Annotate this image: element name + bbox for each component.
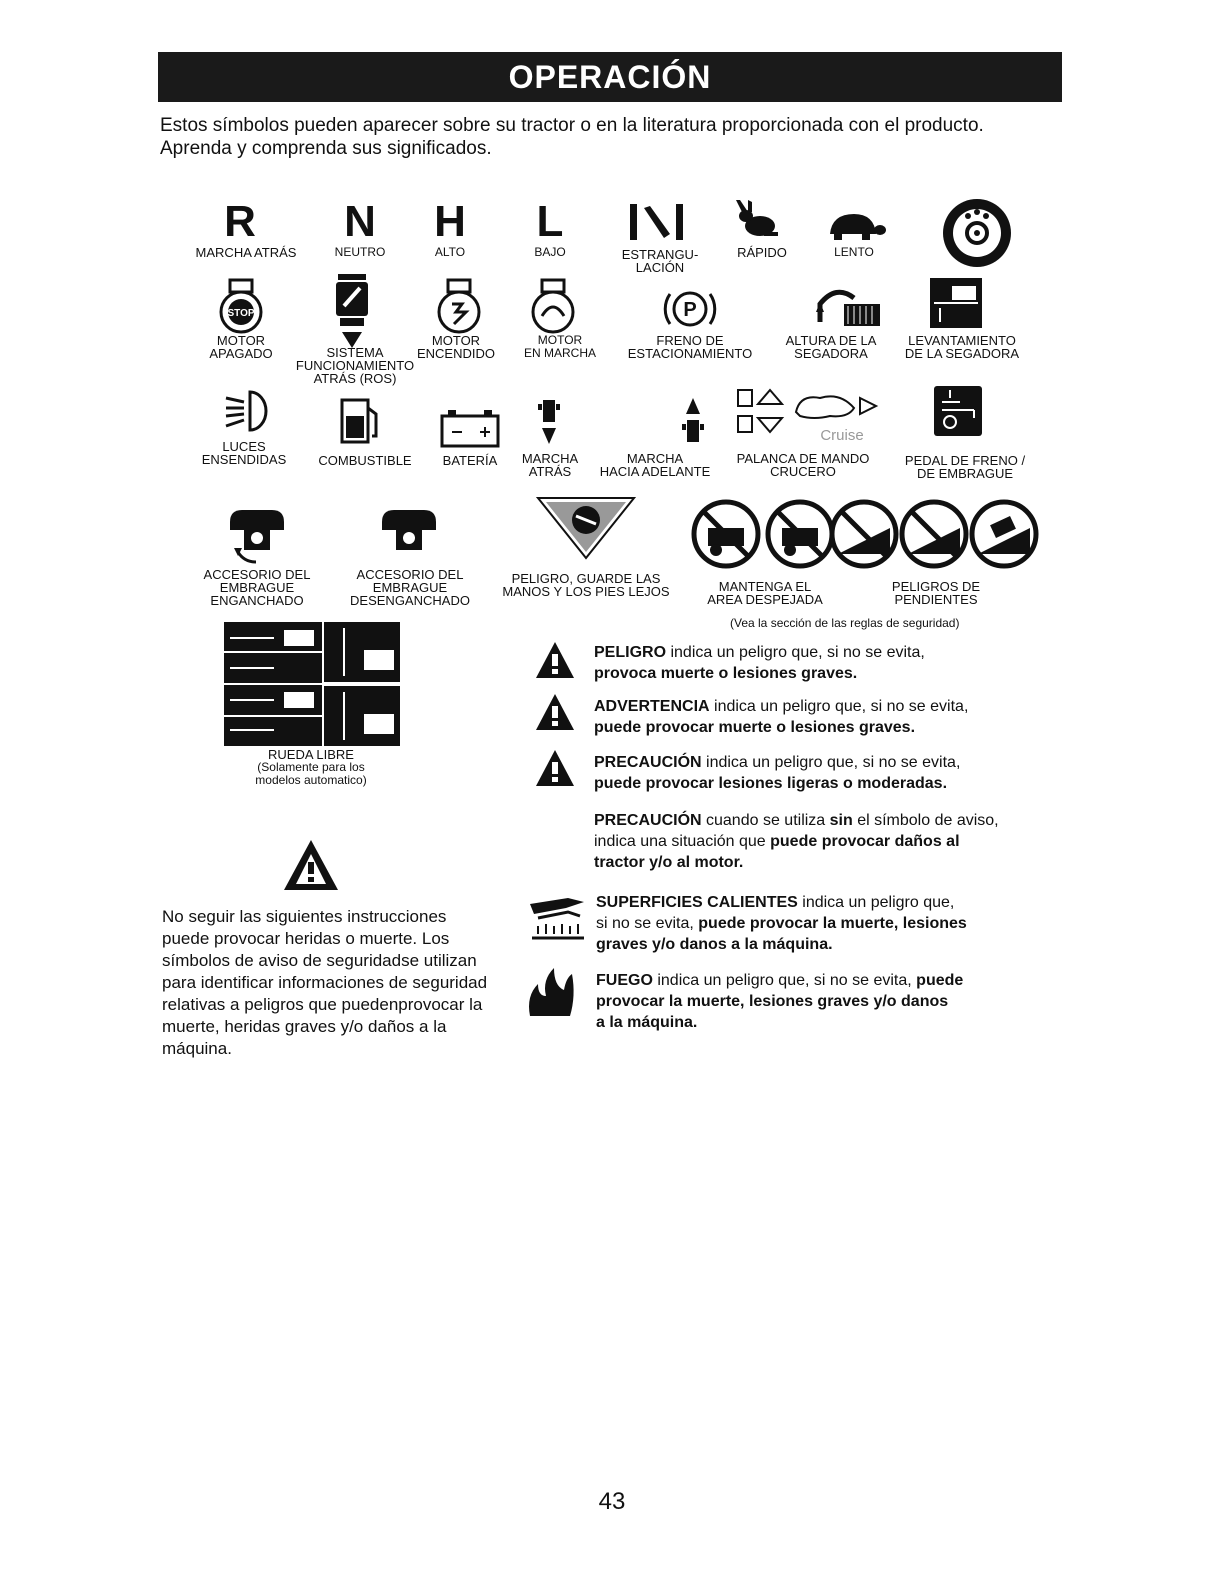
danger-alert-icon [534,640,576,680]
ignition-key-icon [940,196,1014,270]
low-letter-icon: L [536,197,564,246]
forward-gear-icon [680,396,706,448]
reverse-label: MARCHA ATRÁS [195,245,297,260]
mower-height-label: ALTURA DE LA SEGADORA [785,333,877,361]
motor-run-label: MOTOR EN MARCHA [523,333,596,360]
slope-prohibited-icon-2 [902,502,966,566]
parking-brake-icon [662,284,718,334]
clutch-disengaged-label: ACCESORIO DEL EMBRAGUE DESENGANCHADO [350,567,470,608]
cruise-control-icon [730,386,890,446]
danger-definition: PELIGRO indica un peligro que, si no se evita, provoca muerte o lesiones graves. [594,644,925,682]
reverse-letter-icon: R [224,197,256,246]
hot-surface-definition: SUPERFICIES CALIENTES indica un peligro que, si no se evita, puede provocar la muerte, lesiones graves y/o danos a la máquina. [596,894,967,953]
turtle-icon [820,210,886,242]
stop-icon-text: STOP [227,308,255,319]
slow-label: LENTO [834,245,874,259]
battery-label: BATERÍA [442,453,498,468]
caution-without-symbol-definition: PRECAUCIÓN cuando se utiliza sin el símbolo de aviso, indica una situación que puede provocar daños al tractor y/o al motor. [594,812,999,871]
mower-lift-label: LEVANTAMIENTO DE LA SEGADORA [904,333,1020,361]
neutral-letter-icon: N [344,197,376,246]
motor-run-icon [530,278,576,336]
hot-surface-icon [528,894,586,940]
prohibited-bystander-icon [694,502,758,566]
choke-label: ESTRANGU- LACIÓN [621,247,699,275]
caution-definition: PRECAUCIÓN indica un peligro que, si no se evita, puede provocar lesiones ligeras o moderadas. [594,754,961,792]
freewheel-icon [224,622,400,746]
motor-start-label: MOTOR ENCENDIDO [416,333,495,361]
clutch-engaged-label: ACCESORIO DEL EMBRAGUE ENGANCHADO [203,567,311,608]
reverse-operation-system-icon [330,272,374,352]
safety-warning-paragraph: No seguir las siguientes instrucciones puede provocar heridas o muerte. Los símbolos de aviso de seguridadse utilizan para identificar informaciones de seguridad relativas a peligros que puedenprovocar la muerte, heridas graves y/o daños a la máquina. [162,907,488,1058]
danger-hands-label: PELIGRO, GUARDE LAS MANOS Y LOS PIES LEJOS [502,571,670,599]
ros-label: SISTEMA FUNCIONAMIENTO ATRÁS (ROS) [295,345,415,386]
warning-definition: ADVERTENCIA indica un peligro que, si no se evita, puede provocar muerte o lesiones graves. [594,698,969,736]
slopes-label: PELIGROS DE PENDIENTES [891,579,981,607]
section-title: OPERACIÓN [508,58,712,95]
page-number: 43 [598,1488,626,1515]
fast-label: RÁPIDO [737,245,787,260]
motor-start-icon [436,278,482,336]
parking-brake-label: FRENO DE ESTACIONAMIENTO [627,333,753,361]
caution-alert-icon [534,748,576,788]
prohibited-passenger-icon [768,502,832,566]
intro-line-1: Estos símbolos pueden aparecer sobre su tractor o en la literatura proporcionada con el producto. [160,115,984,136]
fuel-icon [338,396,382,446]
motor-off-label: MOTOR APAGADO [209,333,273,361]
parking-icon-text: P [683,299,697,321]
cruise-label: PALANCA DE MANDO CRUCERO [736,451,870,479]
neutral-label: NEUTRO [334,245,386,259]
section-header [158,52,1062,102]
freewheel-label: RUEDA LIBRE (Solamente para los modelos automatico) [255,747,367,787]
rabbit-icon [734,198,784,242]
slope-hazard-icons [828,498,1040,570]
reverse-gear-icon [536,396,562,448]
battery-icon [440,408,500,448]
fire-definition: FUEGO indica un peligro que, si no se evita, puede provocar la muerte, lesiones graves y/o danos a la máquina. [596,972,964,1031]
mower-lift-icon [930,278,982,328]
clutch-engaged-icon [226,506,288,566]
fuel-label: COMBUSTIBLE [318,453,412,468]
intro-line-2: Aprenda y comprenda sus significados. [160,138,492,159]
choke-icon [624,200,690,244]
slope-prohibited-icon-1 [832,502,896,566]
forward-gear-label: MARCHA HACIA ADELANTE [599,451,711,479]
motor-stop-icon [218,278,264,336]
warning-alert-icon [534,692,576,732]
slope-rollover-icon [972,502,1036,566]
lights-label: LUCES ENSENDIDAS [201,439,287,467]
headlights-icon [222,386,270,436]
intro-text [160,114,1080,160]
cruise-icon-text: Cruise [820,427,864,444]
danger-hands-feet-icon [536,496,636,562]
clutch-disengaged-icon [378,506,440,554]
fire-icon [524,966,576,1018]
high-letter-icon: H [434,197,466,246]
safety-alert-icon [282,838,340,892]
low-label: BAJO [534,245,566,259]
brake-clutch-label: PEDAL DE FRENO / DE EMBRAGUE [904,453,1026,481]
reverse-gear-label: MARCHA ATRÁS [521,451,579,479]
mower-height-icon [814,282,884,328]
clear-area-label: MANTENGA EL AREA DESPEJADA [707,579,823,607]
high-label: ALTO [434,245,466,259]
clear-area-icons [690,498,840,570]
safety-rules-reference: (Vea la sección de las reglas de seguridad) [730,616,960,630]
brake-clutch-pedal-icon [934,386,982,436]
